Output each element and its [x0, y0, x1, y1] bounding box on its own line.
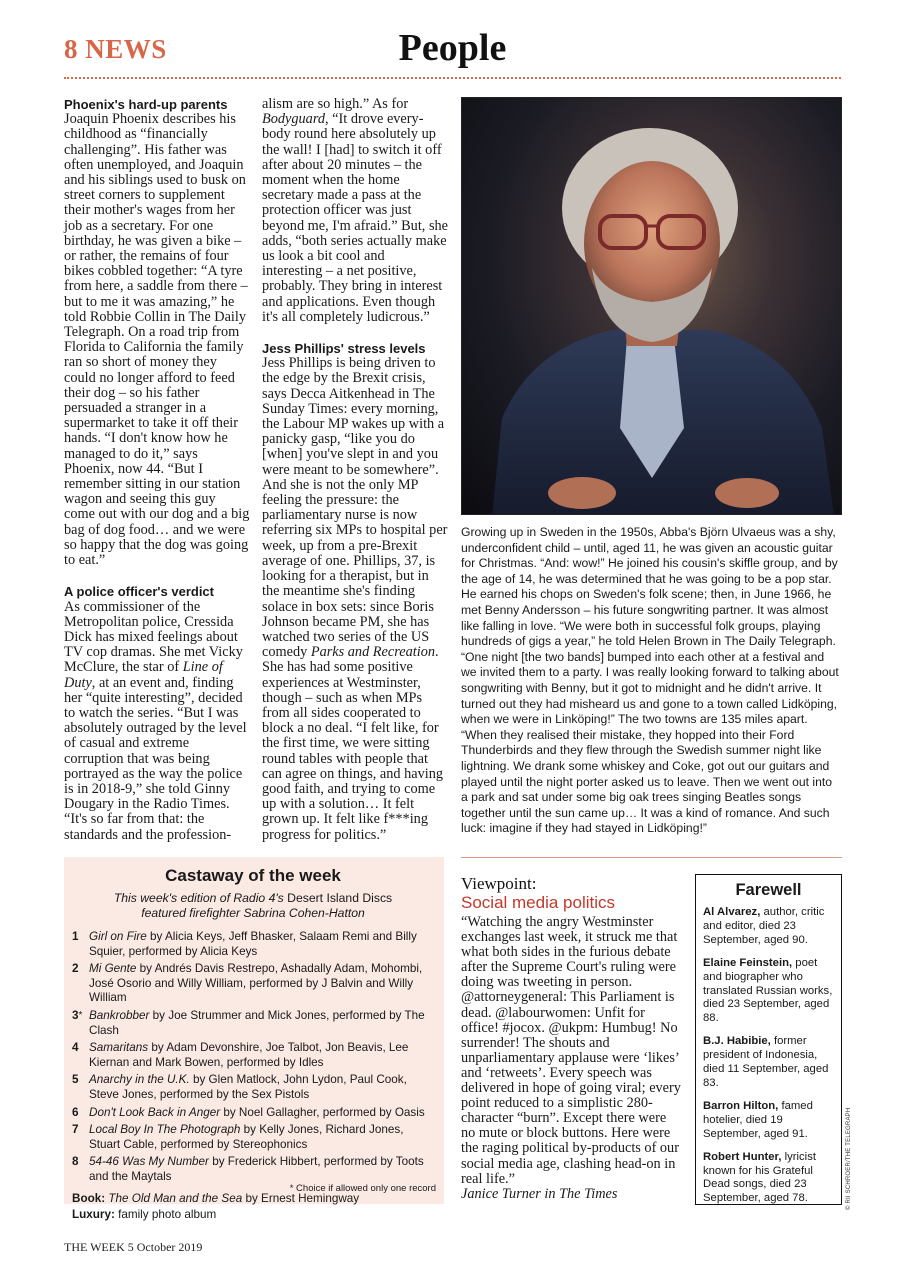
- track-item: [72, 1041, 434, 1070]
- obituary-text: poet and biographer who translated Russian works, died 23 September, aged 88.: [703, 956, 833, 1025]
- show-title: Parks and Recreation: [310, 644, 435, 661]
- portrait-photo: [461, 97, 842, 515]
- farewell-title: Farewell: [735, 881, 802, 899]
- book-author: by Ernest Hemingway: [242, 1191, 360, 1205]
- track-item: [72, 1106, 434, 1121]
- track-item: [72, 1073, 434, 1102]
- show-title: Bodyguard: [262, 111, 326, 128]
- article-body: Joaquin Phoenix describes his childhood as “financially challenging”. His father was often unemployed, and Joaquin and his siblings used to busk on street corners to supplement their mother's wages from her job as a secretary. For one birthday, he was given a bike – or rather, the remains of four bikes cobbled together: “A tyre from here, a saddle from there – but to me it was amazing,” he told Robbie Collin in The Daily Telegraph. On a road trip from Florida to California the family ran so short of money they could no longer afford to feed their dog – so his father persuaded a stranger in a supermarket to take it off their hands. “I don't know how he managed to do it,” says Phoenix, now 44. “But I remember sitting in our station wagon and seeing this guy come out with our dog and a big bag of dog food… and we were so happy that the dog was going to eat.”: [64, 111, 250, 569]
- article-police: [64, 584, 250, 842]
- obituary-name: Barron Hilton,: [703, 1099, 779, 1112]
- article-body: , at an event and, finding her “quite interesting”, decided to watch the series. “But I was absolutely outraged by the level of casual and extreme corruption that was being portrayed as the way the police is in 2018-9,” she told Ginny Dougary in the Radio Times. “It's so far from that: the standards and the profession-: [64, 674, 247, 843]
- track-credit: by Andrés Davis Restrepo, Ashadally Adam, Mohombi, José Osorio and Willy William, performed by J Balvin and Willy William: [89, 962, 423, 1005]
- track-song: Don't Look Back in Anger: [89, 1105, 221, 1119]
- article-phillips: [262, 341, 448, 843]
- obituary-item: [703, 1100, 834, 1142]
- obituary-item: [703, 906, 834, 948]
- castaway-title: Castaway of the week: [165, 866, 341, 885]
- track-song: Mi Gente: [89, 962, 137, 976]
- track-credit: by Alicia Keys, Jeff Bhasker, Salaam Remi and Billy Squier, performed by Alicia Keys: [89, 930, 417, 958]
- track-number: 7: [72, 1123, 79, 1137]
- column-1: [64, 97, 250, 843]
- photo-credit: © RII SCHROER/THE TELEGRAPH: [846, 1107, 852, 1210]
- track-number: [72, 1009, 89, 1038]
- track-item: [72, 930, 434, 959]
- show-title: Line of Duty: [64, 659, 223, 691]
- obituary-name: Al Alvarez,: [703, 906, 761, 918]
- track-text: [89, 1041, 434, 1070]
- track-number: 8: [72, 1155, 79, 1169]
- castaway-luxury: [72, 1207, 434, 1223]
- page-number: 8 NEWS: [64, 34, 167, 64]
- choice-star: *: [78, 1009, 83, 1021]
- track-item: [72, 1123, 434, 1152]
- track-text: [89, 1073, 434, 1102]
- luxury-label: Luxury:: [72, 1207, 115, 1221]
- programme-title: Desert Island Discs: [287, 891, 393, 905]
- article-body: . She has had some positive experiences at Westminster, though – such as when MPs from all sides cooperated to block a no deal. “I felt like, for the first time, we were sitting round tables with people that can agree on things, and having good faith, and trying to come up with a solution… It felt grown up. It felt like f***ing progress for politics.”: [262, 644, 444, 843]
- track-number: 2: [72, 962, 79, 976]
- track-credit: by Noel Gallagher, performed by Oasis: [220, 1105, 425, 1119]
- track-number-value: 3: [72, 1008, 79, 1022]
- track-credit: by Frederick Hibbert, performed by Toots and the Maytals: [89, 1155, 424, 1183]
- track-text: [89, 930, 434, 959]
- article-body: , “It drove every-body round here absolutely up the wall! I [had] to switch it off after about 20 minutes – the moment when the home secretary made a pass at the protection officer was just beyond me, I'm afraid.” But, she adds, “both series actually make us look a bit cool and interesting – a net positive, probably. They bring in interest and applications. Even though it's all completely ludicrous.”: [262, 111, 448, 325]
- obituary-item: [703, 957, 834, 1027]
- viewpoint-section: [461, 874, 683, 1202]
- obituary-text: author, critic and editor, died 23 September, aged 90.: [703, 906, 825, 946]
- track-song: Girl on Fire: [89, 930, 147, 943]
- track-number: 1: [72, 930, 79, 943]
- track-text: [89, 1123, 434, 1152]
- obituary-name: Robert Hunter,: [703, 1150, 782, 1163]
- track-item: [72, 1009, 434, 1038]
- track-song: Anarchy in the U.K.: [89, 1073, 190, 1087]
- track-number: 4: [72, 1041, 79, 1055]
- header-divider: [64, 77, 841, 79]
- article-body: As commissioner of the Metropolitan police, Cressida Dick has mixed feelings about TV cop dramas. She met Vicky McClure, the star of: [64, 598, 243, 676]
- track-item: [72, 962, 434, 1006]
- viewpoint-byline: Janice Turner in The Times: [461, 1185, 618, 1202]
- obituary-text: former president of Indonesia, died 11 September, aged 83.: [703, 1035, 829, 1089]
- article-headline: Phoenix's hard-up parents: [64, 97, 228, 112]
- photo-caption: Growing up in Sweden in the 1950s, Abba's Björn Ulvaeus was a shy, underconfident child – until, aged 11, he was given an acoustic guitar for Christmas. “And: wow!” He joined his cousin's skiffle group, and by the age of 14, he was determined that he was going to be a pop star. He earned his chops on Sweden's folk scene; then, in June 1966, he met Benny Andersson – his future songwriting partner. It was almost like falling in love. “We were both in successful folk groups, playing hundreds of gigs a year,” he told Helen Brown in The Daily Telegraph. “One night [the two bands] bumped into each other at a festival and we invited them to a party. I was really looking forward to talking about songwriting with Benny, but it got to midnight and he didn't arrive. It turned out they had misheard us and gone to a town called Lidköping, when we were in Linköping!” The two towns are 135 miles apart. “When they realised their mistake, they hopped into their Ford Thunderbirds and they flew through the Swedish summer night like lightning. We drank some whiskey and Coke, got out our guitars and played until the night porter asked us to leave. Then we went out into a park and sat under some big oak trees singing Beatles songs together until the sun came up… It was a kind of romance. And such luck: imagine if they had stayed in Lidköping!”: [461, 525, 839, 836]
- track-number: 5: [72, 1073, 79, 1087]
- article-police-continued: [262, 97, 448, 325]
- obituary-item: [703, 1035, 834, 1091]
- track-text: [89, 1009, 434, 1038]
- obituary-text: famed hotelier, died 19 September, aged 91.: [703, 1099, 813, 1140]
- obituary-name: Elaine Feinstein,: [703, 956, 793, 969]
- castaway-intro-text: This week's edition of Radio 4's: [113, 891, 288, 905]
- track-text: [89, 1106, 434, 1121]
- caption-divider: [461, 857, 842, 858]
- farewell-box: [695, 874, 842, 1205]
- track-text: [89, 962, 434, 1006]
- track-credit: by Joe Strummer and Mick Jones, performed by The Clash: [89, 1008, 425, 1037]
- article-body: Jess Phillips is being driven to the edge by the Brexit crisis, says Decca Aitkenhead in The Sunday Times: every morning, the Labour MP wakes up with a panicky gasp, “like you do [when] you've slept in and you were meant to be somewhere”. And she is not the only MP feeling the pressure: the parliamentary nurse is now referring six MPs to hospital per week, up from a pre-Brexit average of one. Phillips, 37, is looking for a therapist, but in the meantime she's finding solace in box sets: since Boris Johnson became PM, she has watched two series of the US comedy: [262, 355, 448, 661]
- article-headline: Jess Phillips' stress levels: [262, 341, 426, 357]
- page-footer: THE WEEK 5 October 2019: [64, 1240, 203, 1254]
- castaway-intro: [72, 891, 434, 921]
- section-title: People: [398, 27, 507, 69]
- track-credit: by Kelly Jones, Richard Jones, Stuart Cable, performed by Stereophonics: [89, 1123, 404, 1151]
- castaway-footnote: * Choice if allowed only one record: [289, 1183, 436, 1194]
- castaway-box: [64, 857, 444, 1221]
- track-credit: by Adam Devonshire, Joe Talbot, Jon Beavis, Lee Kiernan and Mark Bowen, performed by Idles: [89, 1041, 409, 1069]
- luxury-value: family photo album: [114, 1207, 217, 1221]
- article-body: alism are so high.” As for: [262, 96, 409, 112]
- viewpoint-label: Viewpoint:: [461, 874, 537, 893]
- castaway-intro-text: featured firefighter Sabrina Cohen-Hatton: [141, 906, 365, 920]
- column-2: [262, 97, 448, 843]
- track-song: Local Boy In The Photograph: [89, 1123, 241, 1137]
- article-headline: A police officer's verdict: [64, 584, 214, 600]
- viewpoint-title: Social media politics: [461, 893, 616, 912]
- article-phoenix: [64, 97, 250, 568]
- track-credit: by Glen Matlock, John Lydon, Paul Cook, Steve Jones, performed by the Sex Pistols: [89, 1073, 407, 1101]
- track-song: Samaritans: [89, 1041, 149, 1055]
- viewpoint-body: “Watching the angry Westminster exchanges last week, it struck me that what both sides in the furious debate after the Supreme Court's ruling were doing was tweeting in person. @attorneygeneral: This Parliament is dead. @labourwomen: Unfit for office! #jocox. @ukpm: Humbug! No surrender! The shouts and unparliamentary applause were ‘likes’ and ‘retweets’. Every speech was delivered in hope of going viral; every point reduced to a simplistic 280-character “burn”. Except there were no mute or block buttons. Here were the raging political by-products of our social media age, clashing head-on in real life.”: [461, 914, 681, 1187]
- track-song: 54-46 Was My Number: [89, 1155, 209, 1169]
- track-number: 6: [72, 1105, 79, 1119]
- track-text: [89, 1155, 434, 1184]
- obituary-name: B.J. Habibie,: [703, 1035, 771, 1048]
- track-song: Bankrobber: [89, 1008, 150, 1022]
- book-title: The Old Man and the Sea: [108, 1191, 243, 1205]
- obituary-text: lyricist known for his Grateful Dead songs, died 23 September, aged 78.: [703, 1150, 816, 1205]
- book-label: Book:: [72, 1191, 106, 1205]
- obituary-item: [703, 1151, 834, 1207]
- track-item: [72, 1155, 434, 1184]
